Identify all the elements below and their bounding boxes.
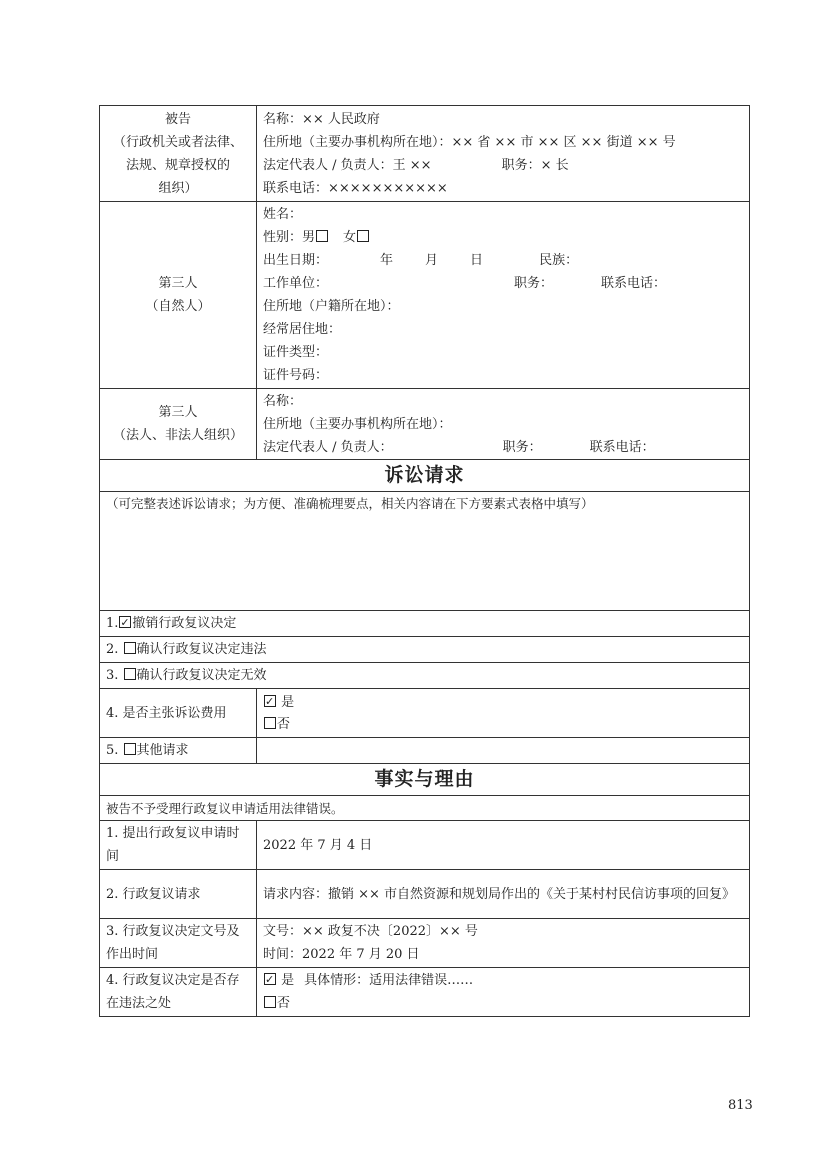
defendant-rep-line: [263, 154, 743, 177]
facts-4-yes-label: 是: [281, 973, 295, 988]
defendant-details: [257, 106, 750, 202]
natural-id-number: 证件号码：: [263, 368, 329, 383]
facts-row-3: [100, 919, 750, 968]
natural-residence: 住所地（户籍所在地）：: [263, 299, 400, 314]
third-party-natural-label: [100, 202, 257, 389]
birth-label: 出生日期：: [263, 253, 329, 268]
position-label: 职务：: [514, 276, 554, 291]
org-rep: 法定代表人 / 负责人：: [263, 439, 393, 455]
facts-4-yes-option: [263, 969, 743, 992]
defendant-address: 住所地（主要办事机构所在地）：×× 省 ×× 市 ×× 区 ×× 街道 ×× 号: [263, 134, 676, 150]
claim-item-5: [100, 738, 750, 764]
phone-label: 联系电话：: [601, 276, 667, 291]
label-line: 法规、规章授权的: [125, 157, 230, 173]
defendant-phone: 联系电话：×××××××××××: [263, 180, 448, 196]
org-position: 职务：: [502, 439, 542, 455]
natural-employer-line: [263, 272, 743, 295]
facts-4-no-label: 否: [277, 996, 291, 1011]
facts-summary: 被告不予受理行政复议申请适用法律错误。: [100, 796, 750, 821]
natural-name: 姓名：: [263, 207, 303, 222]
page-number: 813: [728, 1098, 753, 1113]
facts-section-title: 事实与理由: [100, 764, 750, 796]
org-phone: 联系电话：: [589, 439, 655, 455]
claim-4-label: 4. 是否主张诉讼费用: [100, 689, 257, 738]
claim-1-checkbox[interactable]: [119, 616, 131, 628]
claim-1-number: 1.: [106, 616, 119, 631]
natural-gender-line: [263, 226, 743, 249]
third-party-org-row: [100, 389, 750, 460]
label-line: （自然人）: [145, 299, 211, 314]
claim-item-3: [100, 663, 750, 689]
facts-4-no-checkbox[interactable]: [264, 996, 276, 1008]
claims-note-row: [100, 492, 750, 611]
facts-4-no-option: [263, 992, 743, 1015]
facts-4-value: [257, 968, 750, 1017]
claim-5-number: 5.: [106, 743, 119, 758]
claim-5-checkbox[interactable]: [124, 743, 136, 755]
facts-4-yes-checkbox[interactable]: [264, 973, 276, 985]
claims-header-row: [100, 460, 750, 492]
claim-5-text: 其他请求: [136, 743, 189, 758]
claim-item-1: [100, 611, 750, 637]
label-line: （法人、非法人组织）: [112, 428, 243, 443]
third-party-natural-row: [100, 202, 750, 389]
facts-4-label: 4. 行政复议决定是否存在违法之处: [100, 968, 257, 1017]
defendant-label: [100, 106, 257, 202]
ethnicity-label: 民族：: [539, 253, 579, 268]
claim-4-yes-checkbox[interactable]: [264, 695, 276, 707]
facts-1-value: 2022 年 7 月 4 日: [257, 821, 750, 870]
claims-note-area[interactable]: [100, 492, 750, 611]
label-line: （行政机关或者法律、: [112, 134, 243, 150]
defendant-position: 职务：× 长: [501, 157, 569, 173]
claim-3-text: 确认行政复议决定无效: [136, 668, 267, 683]
claim-5-value[interactable]: [257, 738, 750, 764]
facts-row-1: [100, 821, 750, 870]
org-address: 住所地（主要办事机构所在地）：: [263, 416, 452, 432]
female-checkbox[interactable]: [357, 230, 369, 242]
employer-label: 工作单位：: [263, 276, 329, 291]
natural-id-type: 证件类型：: [263, 345, 329, 360]
third-party-natural-details: [257, 202, 750, 389]
facts-1-label: 1. 提出行政复议申请时间: [100, 821, 257, 870]
claim-4-no-option: [263, 713, 743, 735]
label-line: 第三人: [158, 405, 198, 420]
facts-2-value: 请求内容：撤销 ×× 市自然资源和规划局作出的《关于某村村民信访事项的回复》: [257, 870, 750, 919]
claim-4-no-checkbox[interactable]: [264, 717, 276, 729]
facts-summary-row: [100, 796, 750, 821]
facts-4-detail: 具体情形：适用法律错误……: [304, 973, 474, 988]
claim-5-label: [100, 738, 257, 764]
facts-3-value: [257, 919, 750, 968]
claim-4-options: [257, 689, 750, 738]
gender-male-label: 性别：男: [263, 230, 316, 245]
claim-item-4: [100, 689, 750, 738]
day-label: 日: [470, 253, 484, 268]
gender-female-label: 女: [343, 230, 357, 245]
claim-3-checkbox[interactable]: [124, 668, 136, 680]
facts-header-row: [100, 764, 750, 796]
claim-4-no-label: 否: [277, 717, 291, 732]
facts-2-label: 2. 行政复议请求: [100, 870, 257, 919]
facts-row-2: [100, 870, 750, 919]
claim-2-checkbox[interactable]: [124, 642, 136, 654]
defendant-name: 名称：×× 人民政府: [263, 111, 380, 127]
label-line: 组织）: [158, 180, 198, 196]
month-label: 月: [425, 253, 439, 268]
facts-3-label: 3. 行政复议决定文号及作出时间: [100, 919, 257, 968]
male-checkbox[interactable]: [316, 230, 328, 242]
facts-3-date: 时间：2022 年 7 月 20 日: [263, 947, 420, 962]
facts-row-4: [100, 968, 750, 1017]
claim-1-text: 撤销行政复议决定: [132, 616, 237, 631]
claim-item-2: [100, 637, 750, 663]
facts-3-doc-number: 文号：×× 政复不决〔2022〕×× 号: [263, 924, 478, 939]
year-label: 年: [380, 253, 394, 268]
claim-2-number: 2.: [106, 642, 119, 657]
claims-note: （可完整表述诉讼请求；为方便、准确梳理要点，相关内容请在下方要素式表格中填写）: [106, 496, 594, 511]
claims-section-title: 诉讼请求: [100, 460, 750, 492]
third-party-org-details: [257, 389, 750, 460]
claim-4-yes-label: 是: [281, 695, 295, 710]
org-name: 名称：: [263, 393, 303, 409]
org-rep-line: [263, 436, 743, 459]
label-line: 被告: [164, 111, 191, 127]
natural-habitual-residence: 经常居住地：: [263, 322, 342, 337]
third-party-org-label: [100, 389, 257, 460]
complaint-form-table: [99, 105, 750, 1017]
defendant-rep: 法定代表人 / 负责人：王 ××: [263, 157, 432, 173]
label-line: 第三人: [158, 276, 198, 291]
claim-2-text: 确认行政复议决定违法: [136, 642, 267, 657]
claim-3-number: 3.: [106, 668, 119, 683]
natural-birth-line: [263, 249, 743, 272]
defendant-row: [100, 106, 750, 202]
claim-4-yes-option: [263, 691, 743, 713]
